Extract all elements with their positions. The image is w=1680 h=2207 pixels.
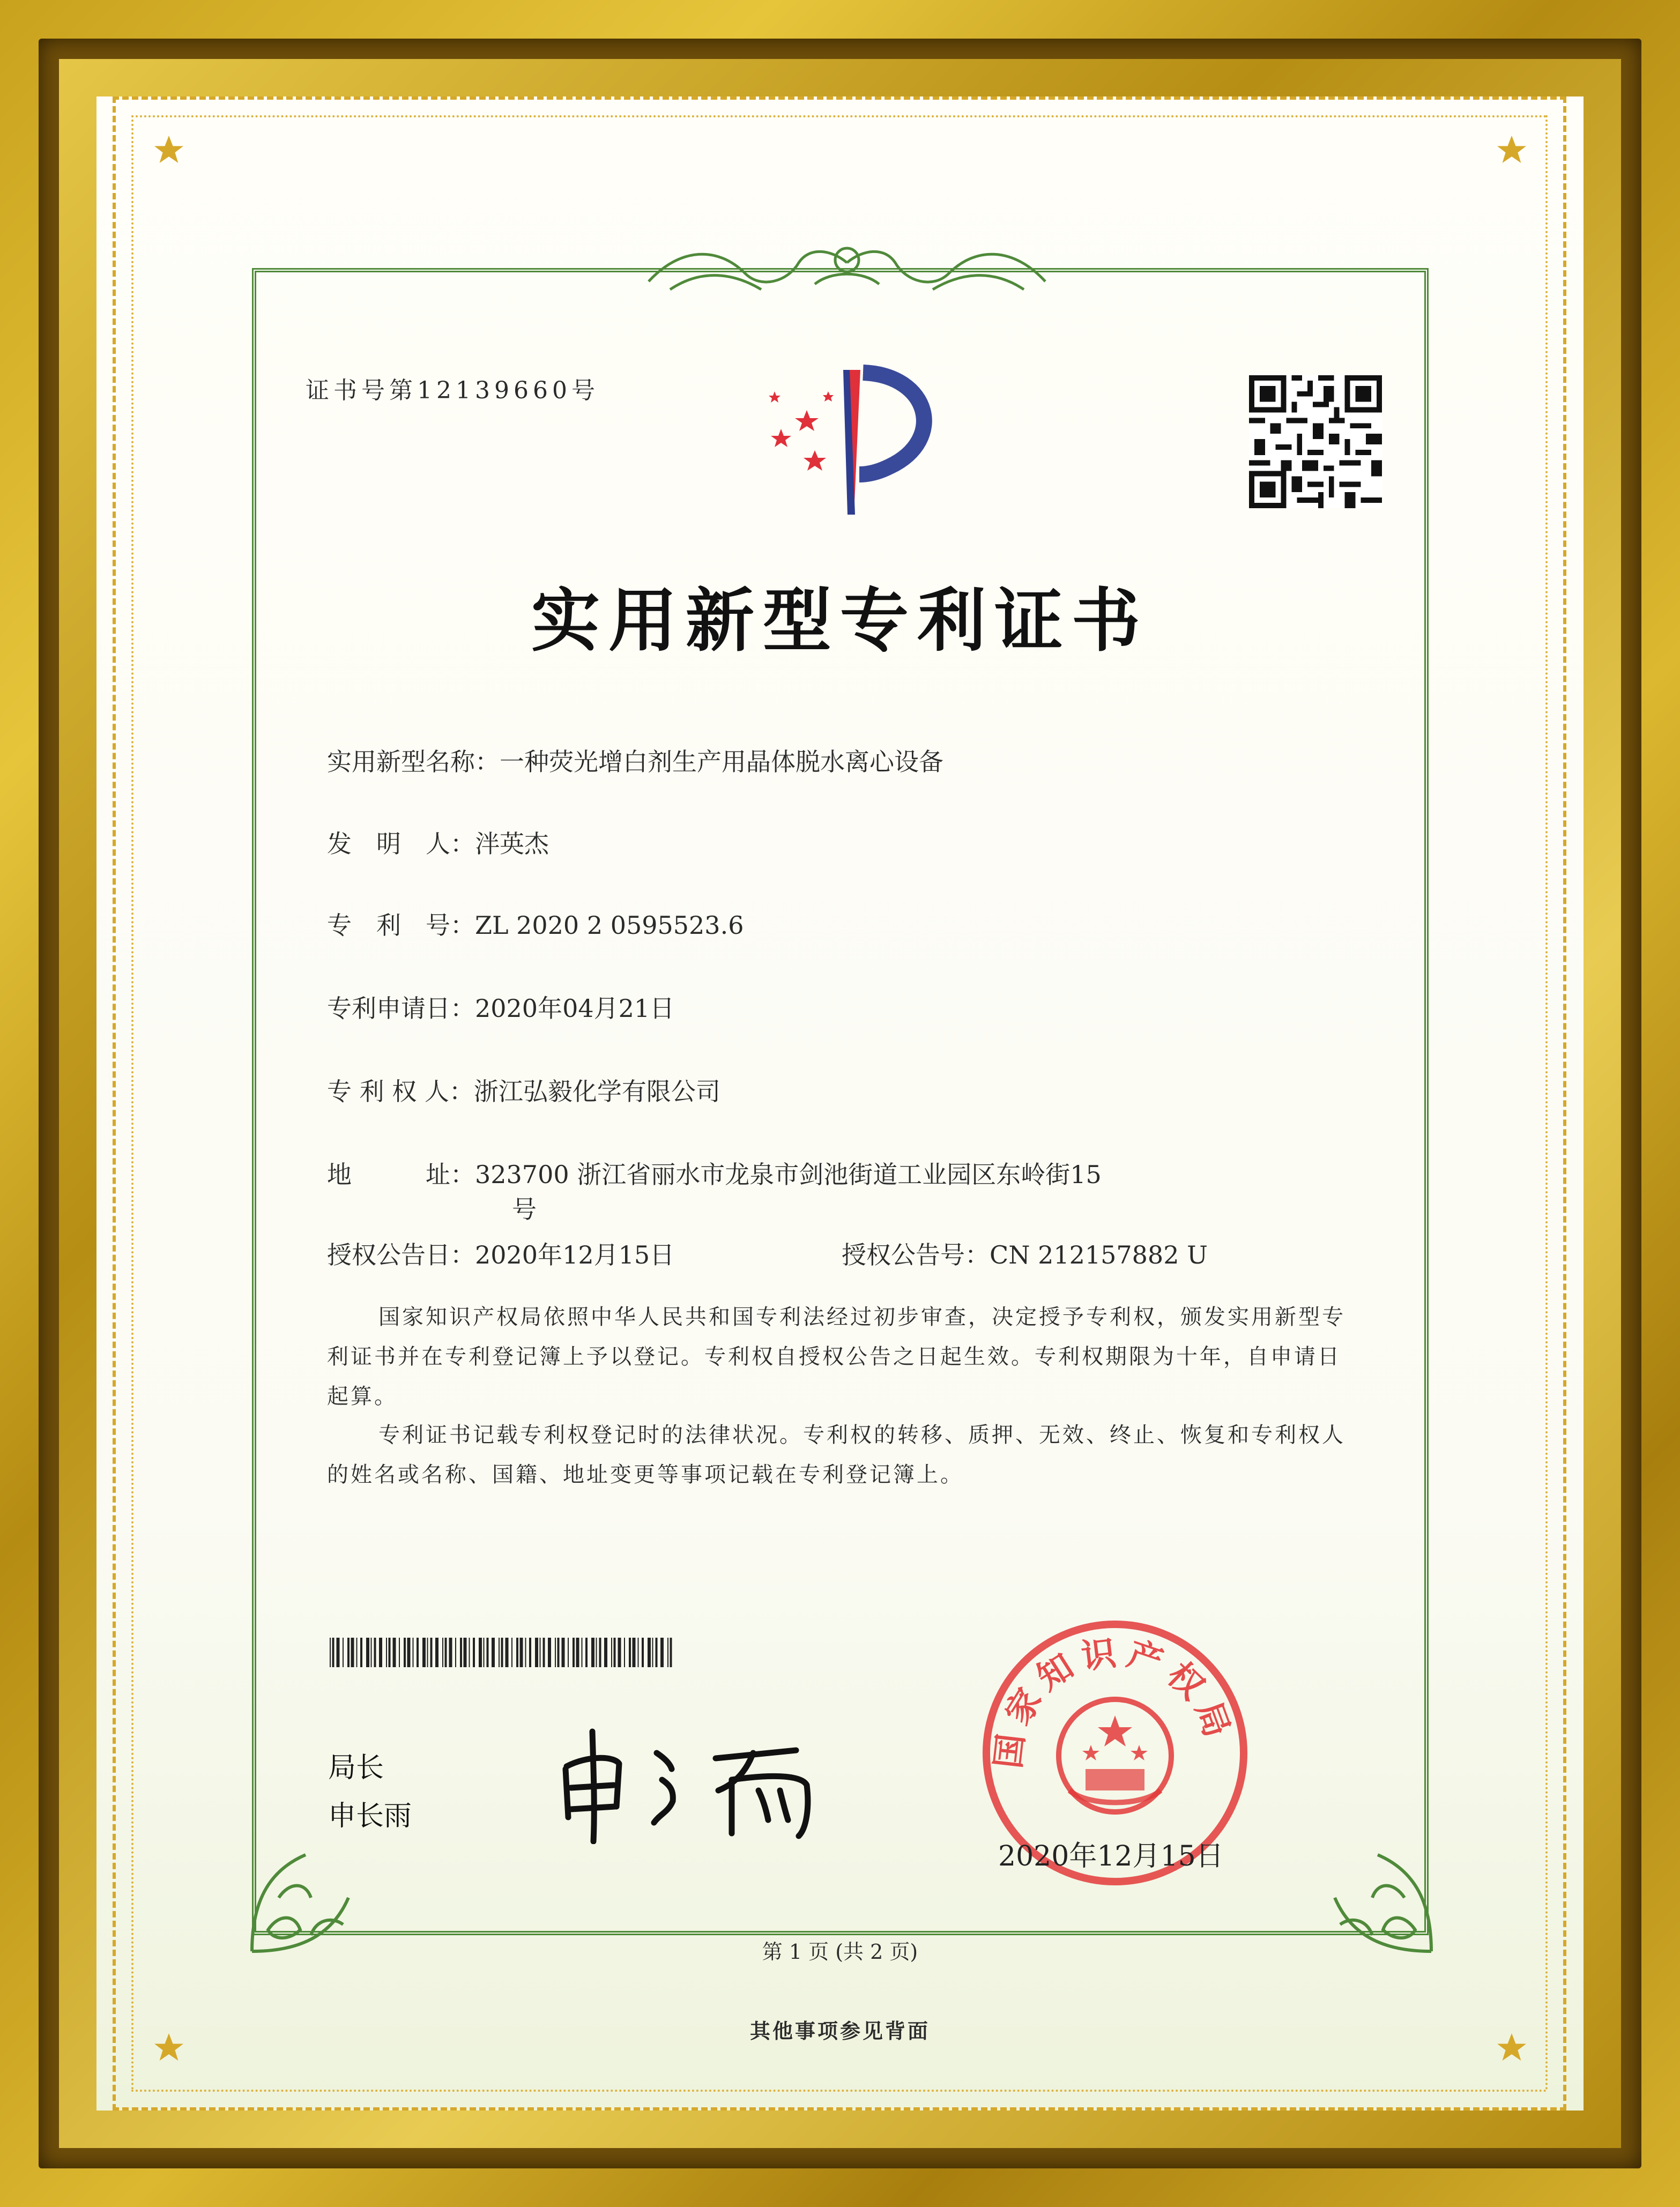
star-icon bbox=[153, 134, 185, 166]
top-ornament bbox=[638, 231, 1056, 300]
field-value: 浙江弘毅化学有限公司 bbox=[473, 1077, 720, 1106]
field-label: 授权公告号： bbox=[842, 1240, 990, 1269]
field-address bbox=[327, 1155, 1102, 1191]
seal-date: 2020年12月15日 bbox=[998, 1840, 1224, 1872]
field-label: 专利申请日： bbox=[327, 994, 475, 1023]
star-icon bbox=[1496, 134, 1528, 166]
field-application-date bbox=[327, 989, 674, 1024]
qr-code bbox=[1249, 375, 1382, 508]
field-value: 2020年04月21日 bbox=[475, 994, 675, 1023]
field-label: 实用新型名称： bbox=[327, 747, 500, 776]
field-label: 发 明 人： bbox=[327, 829, 475, 858]
field-label: 地 址： bbox=[327, 1160, 475, 1189]
field-value: 323700 浙江省丽水市龙泉市剑池街道工业园区东岭街15 bbox=[475, 1160, 1102, 1189]
field-name bbox=[327, 742, 943, 778]
field-announce-number bbox=[842, 1236, 1208, 1271]
cnipa-logo-icon bbox=[753, 359, 946, 520]
field-label: 专 利 号： bbox=[327, 911, 475, 940]
signature bbox=[555, 1726, 855, 1844]
certificate-number: 证书号第12139660号 bbox=[306, 377, 599, 404]
field-label: 授权公告日： bbox=[327, 1240, 475, 1269]
field-value: 2020年12月15日 bbox=[475, 1240, 675, 1269]
director-name: 申长雨 bbox=[328, 1800, 412, 1832]
certificate-title: 实用新型专利证书 bbox=[531, 581, 1149, 661]
paragraph-legal-status: 专利证书记载专利权登记时的法律状况。专利权的转移、质押、无效、终止、恢复和专利权人的姓名或名称、国籍、地址变更等事项记载在专利登记簿上。 bbox=[327, 1423, 1346, 1487]
director-title: 局长 bbox=[328, 1752, 384, 1784]
field-value: CN 212157882 U bbox=[990, 1240, 1208, 1269]
field-label: 专 利 权 人： bbox=[327, 1077, 474, 1106]
field-address-line2: 号 bbox=[512, 1195, 537, 1224]
field-value: 泮英杰 bbox=[475, 829, 549, 858]
field-value: 一种荧光增白剂生产用晶体脱水离心设备 bbox=[500, 747, 943, 776]
page-number: 第 1 页 (共 2 页) bbox=[762, 1940, 918, 1964]
field-value: ZL 2020 2 0595523.6 bbox=[475, 911, 744, 940]
back-note: 其他事项参见背面 bbox=[749, 2019, 930, 2043]
field-patentee bbox=[327, 1072, 720, 1108]
field-inventor bbox=[327, 824, 549, 860]
paragraph-grant: 国家知识产权局依照中华人民共和国专利法经过初步审查，决定授予专利权，颁发实用新型专利证书并在专利登记簿上予以登记。专利权自授权公告之日起生效。专利权期限为十年，自申请日起算。 bbox=[327, 1305, 1346, 1409]
field-announce-date bbox=[327, 1236, 674, 1271]
seal-text: 国家知识产权局 bbox=[988, 1632, 1240, 1771]
field-patent-number bbox=[327, 906, 744, 941]
barcode bbox=[330, 1638, 678, 1667]
